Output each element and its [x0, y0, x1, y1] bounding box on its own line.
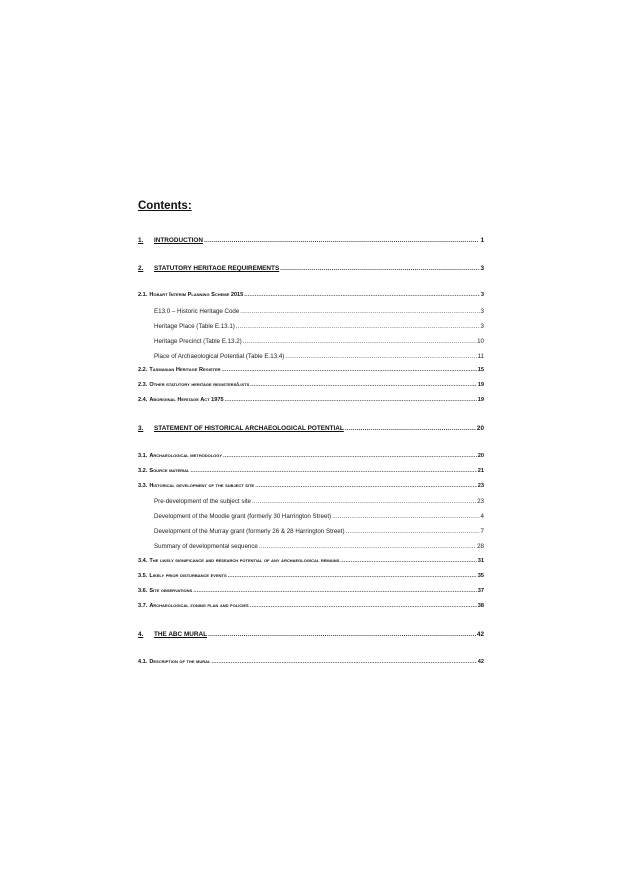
toc-entry-page-number: 19 [477, 382, 484, 388]
toc-leader-dots [204, 237, 479, 244]
toc-entry-page-number: 20 [476, 425, 484, 432]
toc-entry-page-number: 11 [477, 353, 484, 360]
toc-entry-page-number: 3 [480, 323, 484, 330]
toc-leader-dots [244, 292, 480, 298]
toc-leader-dots [285, 353, 476, 360]
toc-entry-label: Development of the Murray grant (formerly 26 & 28 Harrington Street) [154, 528, 345, 535]
toc-entry-label: Historical development of the subject site [149, 483, 255, 489]
toc-entry-page-number: 21 [477, 468, 484, 474]
toc-entry-label: Place of Archaeological Potential (Table E.13.4) [154, 353, 285, 360]
toc-leader-dots [236, 323, 480, 330]
toc-entry-label: STATUTORY HERITAGE REQUIREMENTS [154, 265, 280, 272]
toc-entry[interactable] [138, 588, 484, 594]
toc-leader-dots [255, 483, 477, 489]
toc-entry-label: E13.0 – Historic Heritage Code [154, 308, 240, 315]
toc-entry-number: 3. [138, 425, 144, 432]
toc-entry-page-number: 10 [477, 338, 484, 345]
toc-entry-page-number: 3 [480, 292, 484, 298]
toc-leader-dots [240, 308, 479, 315]
toc-entry-number: 3.7. [138, 603, 148, 609]
contents-heading: Contents: [138, 200, 192, 212]
toc-leader-dots [222, 367, 477, 373]
toc-entry-page-number: 7 [480, 528, 484, 535]
toc-leader-dots [208, 631, 476, 638]
toc-entry-label: Source material [149, 468, 190, 474]
toc-entry-page-number: 23 [477, 483, 484, 489]
toc-leader-dots [280, 265, 479, 272]
toc-entry[interactable] [138, 558, 484, 564]
toc-entry[interactable] [154, 543, 484, 550]
toc-entry-label: INTRODUCTION [154, 237, 203, 244]
toc-entry-page-number: 1 [480, 237, 484, 244]
toc-entry[interactable] [154, 528, 484, 535]
toc-leader-dots [250, 603, 477, 609]
toc-entry[interactable] [138, 483, 484, 489]
toc-entry[interactable] [154, 353, 484, 360]
toc-entry-label: Archaeological zoning plan and policies [149, 603, 249, 609]
toc-entry[interactable] [154, 323, 484, 330]
toc-leader-dots [190, 468, 476, 474]
toc-entry-page-number: 19 [477, 397, 484, 403]
toc-entry[interactable] [154, 498, 484, 505]
toc-entry-number: 2.2. [138, 367, 148, 373]
toc-entry[interactable] [154, 513, 484, 520]
toc-entry[interactable] [154, 338, 484, 345]
toc-leader-dots [228, 573, 477, 579]
toc-entry[interactable] [138, 367, 484, 373]
toc-entry-label: Development of the Moodie grant (formerly 30 Harrington Street) [154, 513, 332, 520]
toc-entry-label: THE ABC MURAL [154, 631, 208, 638]
toc-entry-label: Site observations [149, 588, 193, 594]
toc-entry[interactable] [138, 603, 484, 609]
toc-leader-dots [193, 588, 477, 594]
toc-leader-dots [212, 659, 477, 665]
toc-entry-label: Other statutory heritage registers/lists [149, 382, 250, 388]
toc-entry-number: 2.4. [138, 397, 148, 403]
toc-entry[interactable] [138, 237, 484, 244]
toc-leader-dots [332, 513, 479, 520]
toc-entry[interactable] [138, 425, 484, 432]
toc-entry-number: 3.3. [138, 483, 148, 489]
toc-entry-page-number: 28 [477, 543, 484, 550]
toc-entry-label: Archaeological methodology [149, 453, 223, 459]
toc-entry-page-number: 42 [477, 659, 484, 665]
toc-entry-number: 2. [138, 265, 144, 272]
toc-entry-number: 2.3. [138, 382, 148, 388]
toc-entry-number: 3.1. [138, 453, 148, 459]
toc-entry-number: 1. [138, 237, 144, 244]
toc-entry-label: Description of the mural [149, 659, 211, 665]
toc-entry-page-number: 20 [477, 453, 484, 459]
toc-entry-page-number: 23 [477, 498, 484, 505]
toc-entry-page-number: 15 [477, 367, 484, 373]
toc-entry-label: Pre-development of the subject site [154, 498, 251, 505]
toc-entry[interactable] [138, 382, 484, 388]
toc-entry-page-number: 37 [477, 588, 484, 594]
toc-entry-label: Summary of developmental sequence [154, 543, 258, 550]
toc-leader-dots [259, 543, 476, 550]
toc-entry[interactable] [138, 292, 484, 298]
toc-entry-number: 3.6. [138, 588, 148, 594]
toc-entry[interactable] [154, 308, 484, 315]
toc-entry-label: Hobart Interim Planning Scheme 2015 [149, 292, 244, 298]
toc-entry-page-number: 38 [477, 603, 484, 609]
toc-entry-label: Likely prior disturbance events [149, 573, 227, 579]
toc-leader-dots [346, 528, 480, 535]
toc-entry-label: The likely significance and research potential of any archaeological remains [149, 558, 340, 564]
toc-entry-label: Heritage Place (Table E.13.1) [154, 323, 235, 330]
toc-entry-page-number: 4 [480, 513, 484, 520]
toc-entry-number: 4.1. [138, 659, 148, 665]
toc-leader-dots [340, 558, 476, 564]
toc-entry-page-number: 42 [476, 631, 484, 638]
toc-entry-page-number: 3 [480, 265, 484, 272]
toc-entry-number: 2.1. [138, 292, 148, 298]
toc-entry[interactable] [138, 265, 484, 272]
toc-leader-dots [223, 453, 477, 459]
toc-entry-number: 3.2. [138, 468, 148, 474]
toc-entry[interactable] [138, 468, 484, 474]
toc-entry[interactable] [138, 573, 484, 579]
toc-entry-page-number: 31 [477, 558, 484, 564]
toc-entry-label: Heritage Precinct (Table E.13.2) [154, 338, 242, 345]
toc-leader-dots [243, 338, 476, 345]
toc-leader-dots [345, 425, 476, 432]
toc-entry-number: 3.4. [138, 558, 148, 564]
toc-leader-dots [252, 498, 476, 505]
toc-leader-dots [225, 397, 477, 403]
toc-entry-number: 4. [138, 631, 144, 638]
toc-entry-page-number: 35 [477, 573, 484, 579]
toc-entry[interactable] [138, 659, 484, 665]
toc-entry-number: 3.5. [138, 573, 148, 579]
toc-entry-label: Tasmanian Heritage Register [149, 367, 221, 373]
toc-entry-page-number: 3 [480, 308, 484, 315]
toc-entry[interactable] [138, 397, 484, 403]
toc-leader-dots [250, 382, 477, 388]
toc-entry-label: Aboriginal Heritage Act 1975 [149, 397, 224, 403]
toc-entry-label: STATEMENT OF HISTORICAL ARCHAEOLOGICAL POTENTIAL [154, 425, 344, 432]
toc-entry[interactable] [138, 453, 484, 459]
toc-entry[interactable] [138, 631, 484, 638]
